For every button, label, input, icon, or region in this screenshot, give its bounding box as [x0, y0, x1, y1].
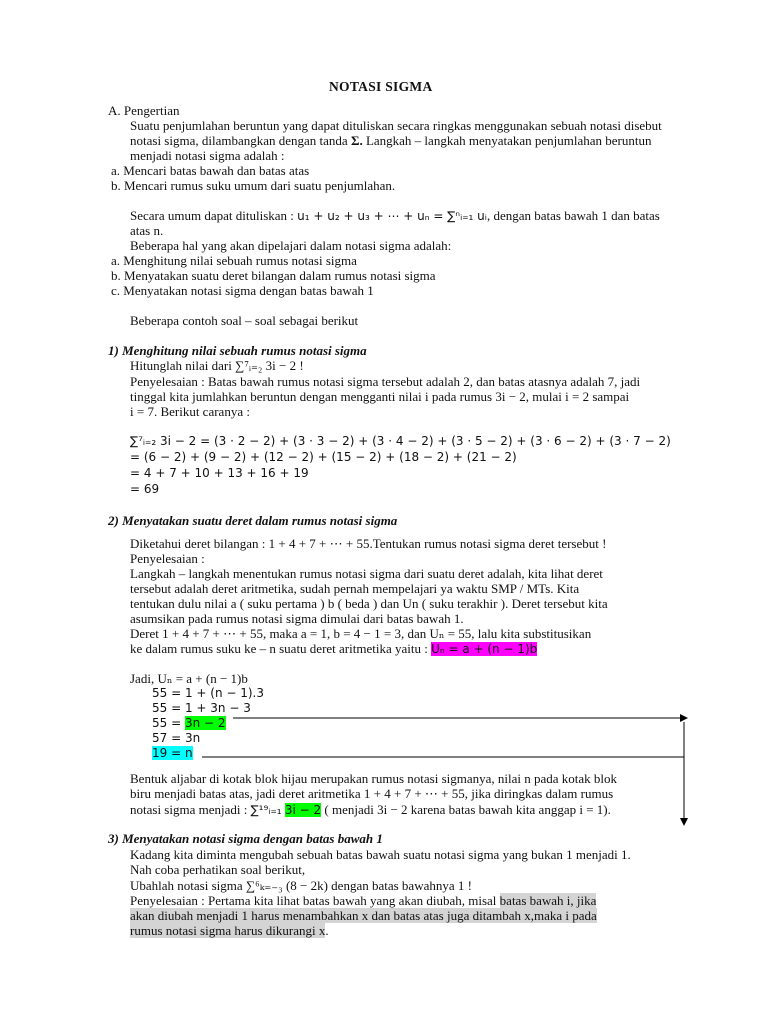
ex2-step-4: 57 = 3n [152, 731, 201, 745]
ex3-para-1: Kadang kita diminta mengubah sebuah batas bawah suatu notasi sigma yang bukan 1 menjadi 1. [130, 847, 631, 862]
section-a-line-3: menjadi notasi sigma adalah : [130, 148, 285, 163]
general-prefix: Secara umum dapat dituliskan : [130, 208, 294, 223]
ex2-question: Diketahui deret bilangan : 1 + 4 + 7 + ⋯ + 55.Tentukan rumus notasi sigma deret tersebut ! [130, 536, 607, 551]
page-title: NOTASI SIGMA [329, 79, 433, 94]
ex2-para-1: Langkah – langkah menentukan rumus notasi sigma dari suatu deret adalah, kita lihat deret [130, 566, 603, 581]
ex2-para-3: tentukan dulu nilai a ( suku pertama ) b ( beda ) dan Un ( suku terakhir ). Deret tersebut kita [130, 596, 608, 611]
ex3-para-5 [130, 908, 597, 923]
ex2-explain-2: biru menjadi batas atas, jadi deret aritmetika 1 + 4 + 7 + ⋯ + 55, jika diringkas dalam rumus [130, 786, 614, 801]
highlight-grey-3: rumus notasi sigma harus dikurangi x [130, 923, 326, 938]
ex3-end: . [325, 923, 329, 938]
ex2-step-2: 55 = 1 + 3n − 3 [152, 701, 251, 715]
ex2-para-2: tersebut adalah deret aritmetika, sudah pernah mempelajari ya waktu SMP / MTs. Kita [130, 581, 580, 596]
ex1-solution-1: Penyelesaian : Batas bawah rumus notasi sigma tersebut adalah 2, dan batas atasnya adalah 7, jadi [130, 374, 641, 389]
ex1-question: Hitunglah nilai dari ∑⁷ᵢ₌₂ 3i − 2 ! [130, 358, 304, 373]
arrow-head-bottom [680, 818, 688, 826]
ex1-calc-3: = 4 + 7 + 10 + 13 + 16 + 19 [130, 466, 309, 480]
ex2-explain-3-tail: ( menjadi 3i − 2 karena batas bawah kita anggap i = 1). [324, 802, 611, 817]
ex2-para-5: Deret 1 + 4 + 7 + ⋯ + 55, maka a = 1, b = 4 − 1 = 3, dan Uₙ = 55, lalu kita substitusikan [130, 626, 592, 641]
ex1-heading: 1) Menghitung nilai sebuah rumus notasi sigma [108, 343, 367, 358]
ex3-para-4-text: Penyelesaian : Pertama kita lihat batas bawah yang akan diubah, misal [130, 893, 497, 908]
line2-tail: Langkah – langkah menyatakan penjumlahan beruntun [365, 133, 652, 148]
ex2-solution-label: Penyelesaian : [130, 551, 205, 566]
highlight-grey-2: akan diubah menjadi 1 harus menambahkan x dan batas atas juga ditambah x,maka i pada [130, 908, 597, 923]
section-a-label: A. Pengertian [108, 103, 180, 118]
sigma-19: ∑¹⁹ᵢ₌₁ [250, 803, 282, 817]
step-b: b. Mencari rumus suku umum dari suatu penjumlahan. [111, 178, 396, 193]
general-form-line-2: atas n. [130, 223, 164, 238]
ex2-para-4: asumsikan pada rumus notasi sigma dimulai dari batas bawah 1. [130, 611, 464, 626]
highlight-grey-1: batas bawah i, jika [499, 893, 597, 908]
learn-item-c: c. Menyatakan notasi sigma dengan batas bawah 1 [111, 283, 374, 298]
ex1-calc-2: = (6 − 2) + (9 − 2) + (12 − 2) + (15 − 2) + (18 − 2) + (21 − 2) [130, 450, 517, 464]
ex3-heading: 3) Menyatakan notasi sigma dengan batas bawah 1 [108, 831, 383, 846]
ex1-solution-3: i = 7. Berikut caranya : [130, 404, 250, 419]
ex3-para-6 [130, 923, 329, 938]
arrow-head-top [680, 714, 688, 722]
ex2-explain-3 [130, 802, 611, 818]
examples-intro: Beberapa contoh soal – soal sebagai berikut [130, 313, 359, 328]
learn-item-b: b. Menyatakan suatu deret bilangan dalam rumus notasi sigma [111, 268, 436, 283]
formula-highlight-magenta: Uₙ = a + (n − 1)b [431, 642, 538, 656]
ex2-jadi: Jadi, Uₙ = a + (n − 1)b [130, 671, 248, 686]
highlight-green-3i-2: 3i − 2 [284, 803, 322, 817]
ex3-para-2: Nah coba perhatikan soal berikut, [130, 862, 306, 877]
ex2-explain-3-text: notasi sigma menjadi : [130, 802, 248, 817]
general-suffix: , dengan batas bawah 1 dan batas [486, 208, 660, 223]
line2-text: notasi sigma, dilambangkan dengan tanda [130, 133, 348, 148]
highlight-green-3n-2: 3n − 2 [184, 716, 226, 730]
sigma-symbol: Σ. [350, 133, 363, 148]
ex2-step-3-lhs: 55 = [152, 716, 185, 730]
learn-item-a: a. Menghitung nilai sebuah rumus notasi sigma [111, 253, 357, 268]
ex2-explain-1: Bentuk aljabar di kotak blok hijau merupakan rumus notasi sigmanya, nilai n pada kotak blok [130, 771, 618, 786]
ex1-calc-1: ∑⁷ᵢ₌₂ 3i − 2 = (3 · 2 − 2) + (3 · 3 − 2) + (3 · 4 − 2) + (3 · 5 − 2) + (3 · 6 − 2) + (3 · 7 − 2) [130, 434, 671, 448]
highlight-cyan-result: 19 = n [152, 746, 193, 760]
ex2-para-6-text: ke dalam rumus suku ke – n suatu deret aritmetika yaitu : [130, 641, 428, 656]
ex1-solution-2: tinggal kita jumlahkan beruntun dengan mengganti nilai i pada rumus 3i − 2, mulai i = 2 sampai [130, 389, 630, 404]
general-formula: u₁ + u₂ + u₃ + ⋯ + uₙ = ∑ⁿᵢ₌₁ uᵢ [297, 209, 487, 223]
ex1-calc-4: = 69 [130, 482, 160, 496]
learn-intro: Beberapa hal yang akan dipelajari dalam notasi sigma adalah: [130, 238, 452, 253]
section-a-line-1: Suatu penjumlahan beruntun yang dapat dituliskan secara ringkas menggunakan sebuah notasi disebut [130, 118, 662, 133]
ex3-para-4 [130, 893, 596, 908]
ex2-heading: 2) Menyatakan suatu deret dalam rumus notasi sigma [108, 513, 398, 528]
ex3-para-3: Ubahlah notasi sigma ∑⁶ₖ₌₋₃ (8 − 2k) dengan batas bawahnya 1 ! [130, 878, 472, 893]
ex2-step-1: 55 = 1 + (n − 1).3 [152, 686, 265, 700]
step-a: a. Mencari batas bawah dan batas atas [111, 163, 310, 178]
